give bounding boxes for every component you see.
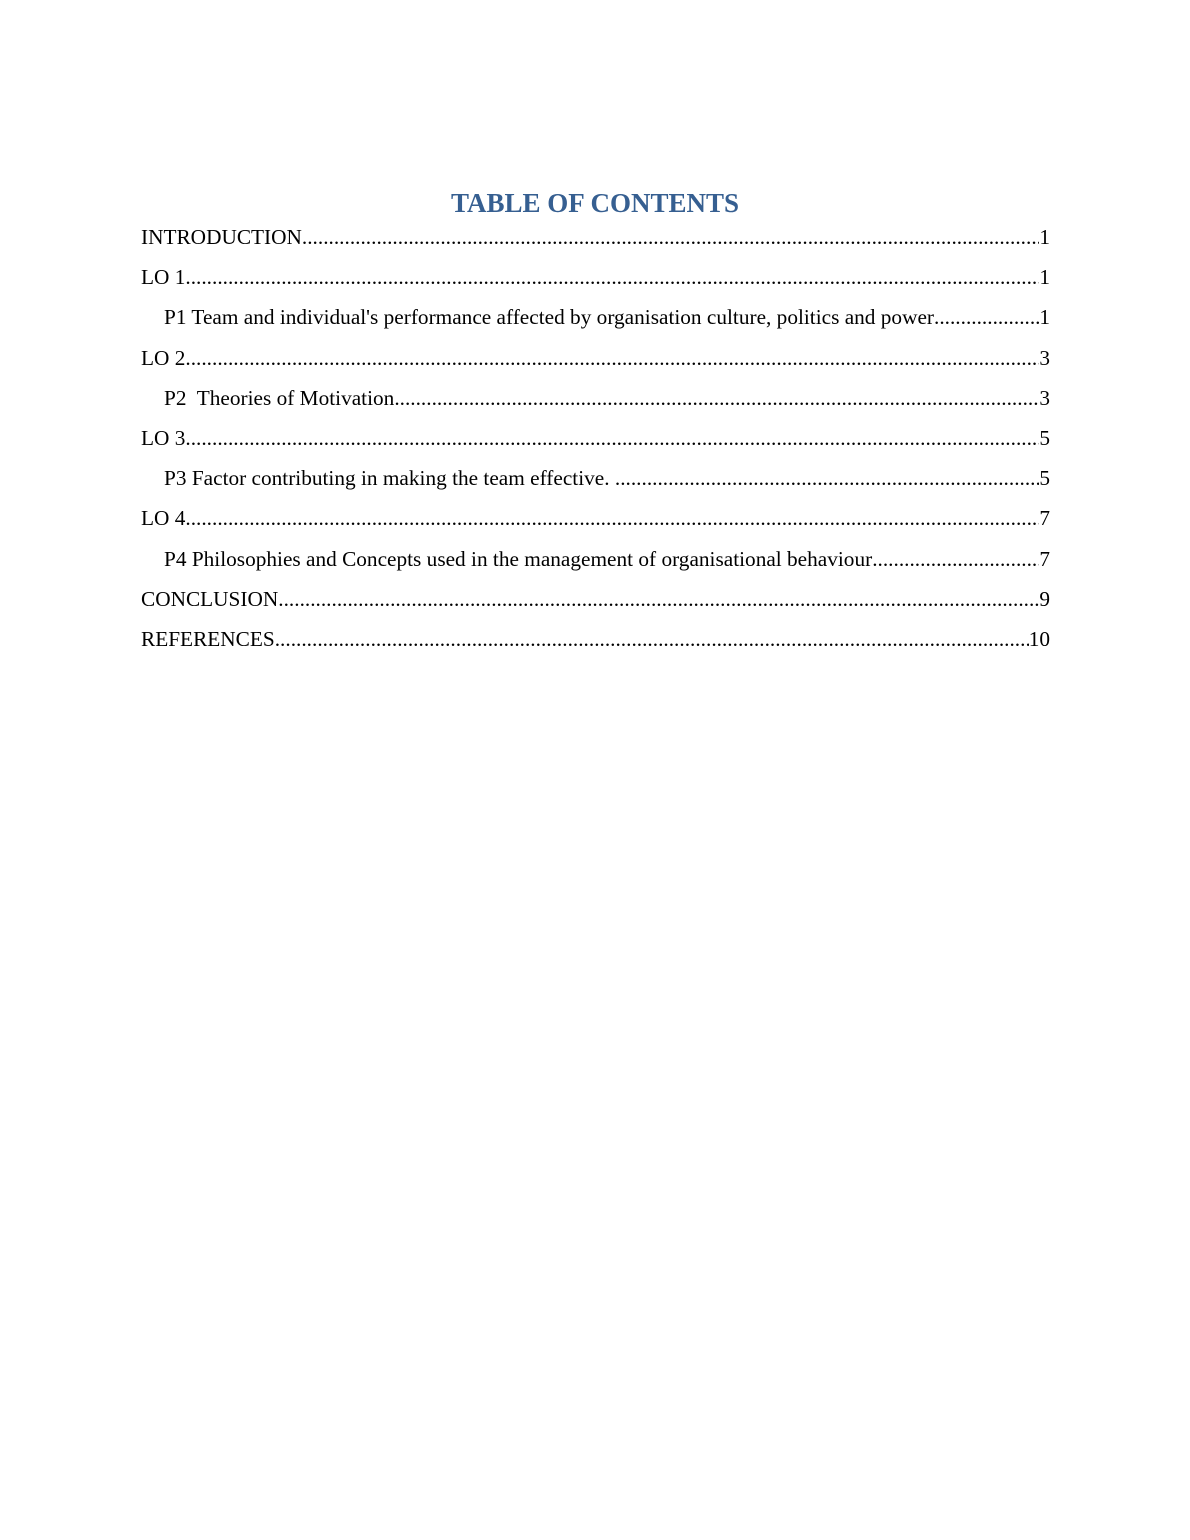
toc-entry-label: LO 1 [141, 265, 186, 290]
toc-dot-leader [185, 343, 1039, 373]
toc-dot-leader [872, 544, 1039, 574]
toc-entry-p4[interactable] [141, 544, 1050, 584]
toc-entry-p1[interactable] [141, 302, 1050, 342]
toc-entry-page: 1 [1039, 265, 1050, 290]
toc-entry-label: INTRODUCTION [141, 225, 302, 249]
toc-entry-page: 5 [1039, 425, 1050, 450]
toc-entry-page: 5 [1039, 466, 1050, 491]
toc-entry-label: P1 Team and individual's performance affected by organisation culture, politics and power [164, 305, 934, 330]
toc-entry-p2[interactable] [141, 383, 1050, 423]
toc-dot-leader [302, 222, 1039, 252]
toc-entry-label: P3 Factor contributing in making the team effective. [164, 466, 615, 491]
toc-dot-leader [934, 302, 1039, 332]
toc-entry-label: CONCLUSION [141, 586, 279, 611]
toc-entry-page: 7 [1039, 546, 1050, 571]
toc-entry-lo2[interactable] [141, 343, 1050, 383]
toc-dot-leader [278, 584, 1039, 614]
toc-entry-p3[interactable] [141, 463, 1050, 503]
toc-entry-lo1[interactable] [141, 262, 1050, 302]
toc-entry-lo4[interactable] [141, 503, 1050, 543]
toc-entry-label: P4 Philosophies and Concepts used in the management of organisational behaviour [164, 546, 873, 571]
toc-dot-leader [394, 383, 1039, 413]
toc-entry-page: 3 [1039, 345, 1050, 370]
toc-entry-label: LO 2 [141, 345, 186, 370]
toc-dot-leader [185, 262, 1039, 292]
toc-entry-introduction[interactable] [141, 222, 1050, 262]
toc-entry-label: LO 4 [141, 506, 186, 531]
toc-dot-leader [185, 503, 1039, 533]
toc-dot-leader [615, 463, 1039, 493]
toc-title: TABLE OF CONTENTS [450, 188, 740, 218]
toc-dot-leader [275, 624, 1029, 654]
toc-dot-leader [185, 423, 1039, 453]
toc-entry-page: 1 [1039, 305, 1050, 330]
toc-list [141, 222, 1050, 664]
toc-entry-label: REFERENCES [141, 626, 275, 651]
toc-entry-conclusion[interactable] [141, 584, 1050, 624]
toc-entry-page: 10 [1028, 626, 1050, 651]
toc-entry-page: 1 [1039, 225, 1050, 249]
toc-entry-page: 9 [1039, 586, 1050, 611]
toc-entry-lo3[interactable] [141, 423, 1050, 463]
toc-entry-references[interactable] [141, 624, 1050, 664]
toc-entry-page: 7 [1039, 506, 1050, 531]
toc-entry-page: 3 [1039, 385, 1050, 410]
toc-entry-label: LO 3 [141, 425, 186, 450]
toc-entry-label: P2 Theories of Motivation [164, 385, 395, 410]
